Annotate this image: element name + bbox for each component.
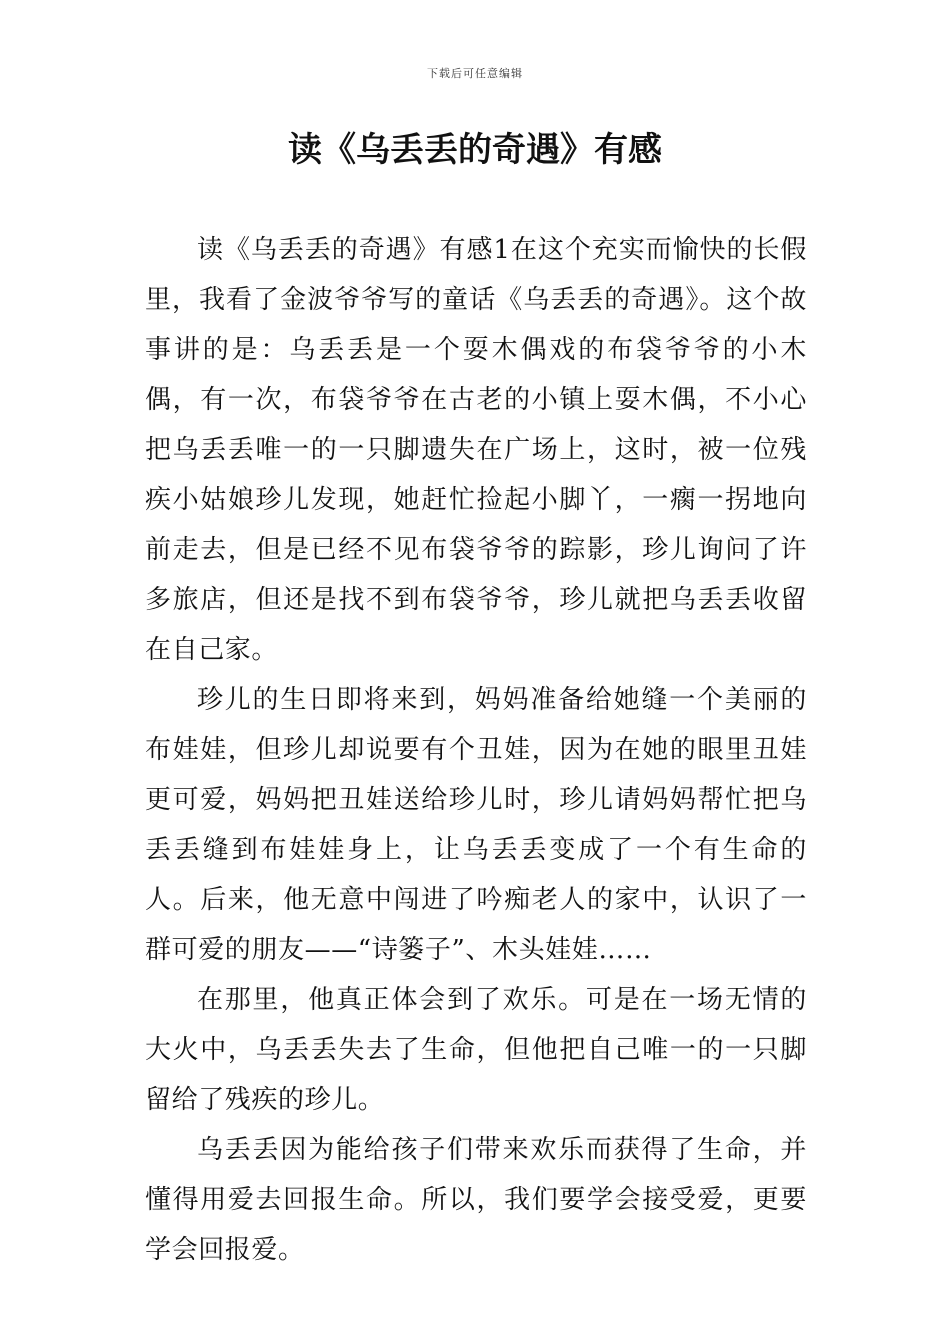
header-note: 下载后可任意编辑 [427, 67, 523, 80]
paragraph-4: 乌丢丢因为能给孩子们带来欢乐而获得了生命，并懂得用爱去回报生命。所以，我们要学会接受爱，更要学会回报爱。 [145, 1135, 807, 1265]
paragraph-1: 读《乌丢丢的奇遇》有感1在这个充实而愉快的长假里，我看了金波爷爷写的童话《乌丢丢的奇遇》。这个故事讲的是：乌丢丢是一个耍木偶戏的布袋爷爷的小木偶，有一次，布袋爷爷在古老的小镇上耍木偶，不小心把乌丢丢唯一的一只脚遗失在广场上，这时，被一位残疾小姑娘珍儿发现，她赶忙捡起小脚丫，一瘸一拐地向前走去，但是已经不见布袋爷爷的踪影，珍儿询问了许多旅店，但还是找不到布袋爷爷，珍儿就把乌丢丢收留在自己家。 [145, 235, 807, 665]
paragraph-3: 在那里，他真正体会到了欢乐。可是在一场无情的大火中，乌丢丢失去了生命，但他把自己唯一的一只脚留给了残疾的珍儿。 [145, 985, 807, 1115]
paragraph-2: 珍儿的生日即将来到，妈妈准备给她缝一个美丽的布娃娃，但珍儿却说要有个丑娃，因为在她的眼里丑娃更可爱，妈妈把丑娃送给珍儿时，珍儿请妈妈帮忙把乌丢丢缝到布娃娃身上，让乌丢丢变成了一个有生命的人。后来，他无意中闯进了吟痴老人的家中，认识了一群可爱的朋友——“诗篓子”、木头娃娃…… [145, 685, 807, 965]
page-title: 读《乌丢丢的奇遇》有感 [288, 130, 662, 170]
article-body [145, 225, 807, 1275]
